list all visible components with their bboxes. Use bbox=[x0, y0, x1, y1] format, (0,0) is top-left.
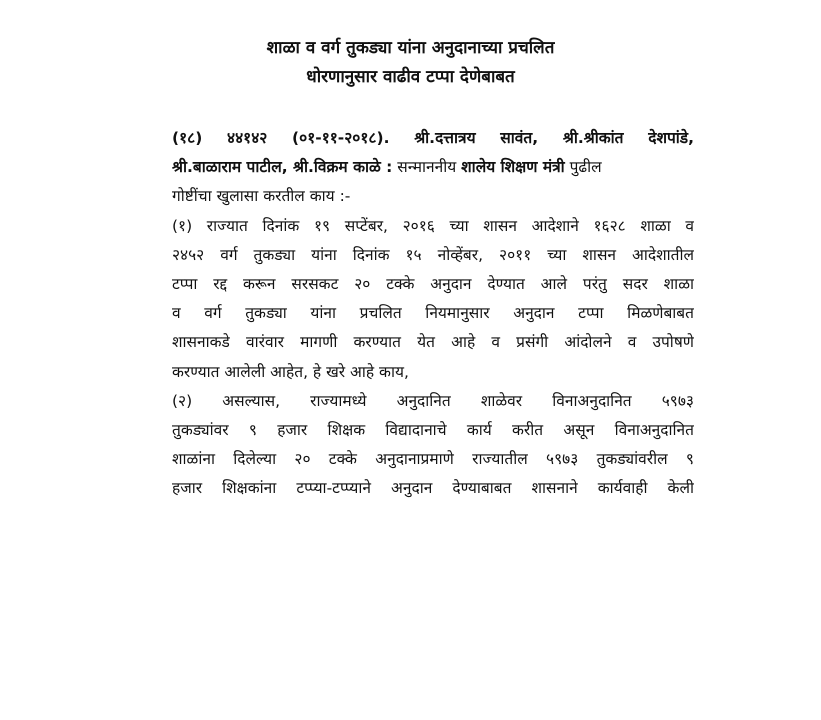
document-title bbox=[0, 34, 821, 92]
para1-line: (१) राज्यात दिनांक १९ सप्टेंबर, २०१६ च्या शासन आदेशाने १६२८ शाळा व bbox=[172, 216, 694, 235]
para2-line: शाळांना दिलेल्या २० टक्के अनुदानाप्रमाणे राज्यातील ५९७३ तुकड्यांवरील ९ bbox=[172, 450, 694, 469]
para1-line: शासनाकडे वारंवार मागणी करण्यात येत आहे व प्रसंगी आंदोलने व उपोषणे bbox=[172, 333, 694, 352]
para1-line-last: करण्यात आलेली आहेत, हे खरे आहे काय, bbox=[172, 362, 409, 381]
para2-line: तुकड्यांवर ९ हजार शिक्षक विद्यादानाचे कार्य करीत असून विनाअनुदानित bbox=[172, 420, 694, 439]
salutation-text: सन्माननीय bbox=[392, 158, 462, 177]
members-names: श्री.बाळाराम पाटील, श्री.विक्रम काळे : bbox=[172, 158, 393, 177]
title-line-1: शाळा व वर्ग तुकड्या यांना अनुदानाच्या प्रचलित bbox=[266, 38, 555, 58]
question-header: (१८) ४४१४२ (०१-११-२०१८). श्री.दत्तात्रय सावंत, श्री.श्रीकांत देशपांडे, bbox=[172, 129, 694, 147]
para1-line: २४५२ वर्ग तुकड्या यांना दिनांक १५ नोव्हेंबर, २०११ च्या शासन आदेशातील bbox=[172, 245, 694, 264]
para1-line: टप्पा रद्द करून सरसकट २० टक्के अनुदान देण्यात आले परंतु सदर शाळा bbox=[172, 274, 694, 293]
para2-line: हजार शिक्षकांना टप्प्या-टप्प्याने अनुदान देण्याबाबत शासनाने कार्यवाही केली bbox=[172, 479, 694, 498]
para2-line: (२) असल्यास, राज्यामध्ये अनुदानित शाळेवर विनाअनुदानित ५९७३ bbox=[172, 391, 694, 410]
minister-title: शालेय शिक्षण मंत्री bbox=[461, 158, 565, 177]
para1-line: व वर्ग तुकड्या यांना प्रचलित नियमानुसार अनुदान टप्पा मिळणेबाबत bbox=[172, 304, 694, 323]
intro-tail-text: पुढील bbox=[564, 158, 602, 177]
question-body bbox=[172, 124, 694, 503]
question-intro-line-2: गोष्टींचा खुलासा करतील काय :- bbox=[172, 187, 351, 206]
question-intro-line bbox=[172, 153, 694, 182]
title-line-2: धोरणानुसार वाढीव टप्पा देणेबाबत bbox=[306, 67, 515, 87]
